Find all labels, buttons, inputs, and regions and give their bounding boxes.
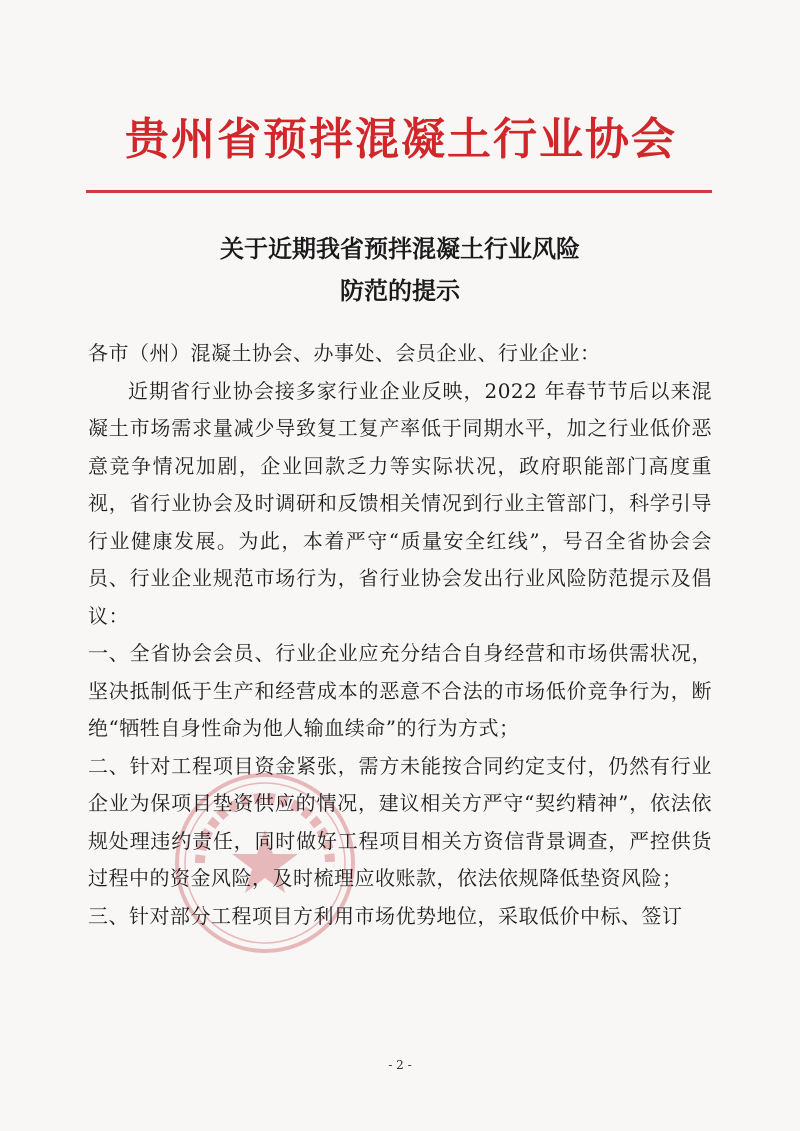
notice-title-line-1: 关于近期我省预拌混凝土行业风险: [220, 235, 580, 263]
item-1-paragraph: 一、全省协会会员、行业企业应充分结合自身经营和市场供需状况，坚决抵制低于生产和经营成本的恶意不合法的市场低价竞争行为，断绝“牺牲自身性命为他人输血续命”的行为方式；: [88, 641, 712, 740]
notice-title: [100, 228, 700, 312]
item-3-paragraph: 三、针对部分工程项目方利用市场优势地位，采取低价中标、签订: [88, 903, 683, 928]
red-divider-line: [86, 190, 712, 193]
salutation: 各市（州）混凝土协会、办事处、会员企业、行业企业：: [88, 341, 601, 365]
document-body: [88, 335, 712, 935]
page-number: - 2 -: [388, 1058, 412, 1072]
item-2-paragraph: 二、针对工程项目资金紧张，需方未能按合同约定支付，仍然有行业企业为保项目垫资供应的情况，建议相关方严守“契约精神”，依法依规处理违约责任，同时做好工程项目相关方资信背景调查，严控供货过程中的资金风险，及时梳理应收账款，依法依规降低垫资风险；: [88, 753, 712, 890]
notice-title-line-2: 防范的提示: [340, 277, 460, 305]
intro-paragraph: 近期省行业协会接多家行业企业反映，2022 年春节节后以来混凝土市场需求量减少导致复工复产率低于同期水平，加之行业低价恶意竞争情况加剧，企业回款乏力等实际状况，政府职能部门高度重视，省行业协会及时调研和反馈相关情况到行业主管部门，科学引导行业健康发展。为此，本着严守“质量安全红线”，号召全省协会会员、行业企业规范市场行为，省行业协会发出行业风险防范提示及倡议：: [88, 378, 712, 628]
organization-header: 贵州省预拌混凝土行业协会: [125, 114, 677, 165]
